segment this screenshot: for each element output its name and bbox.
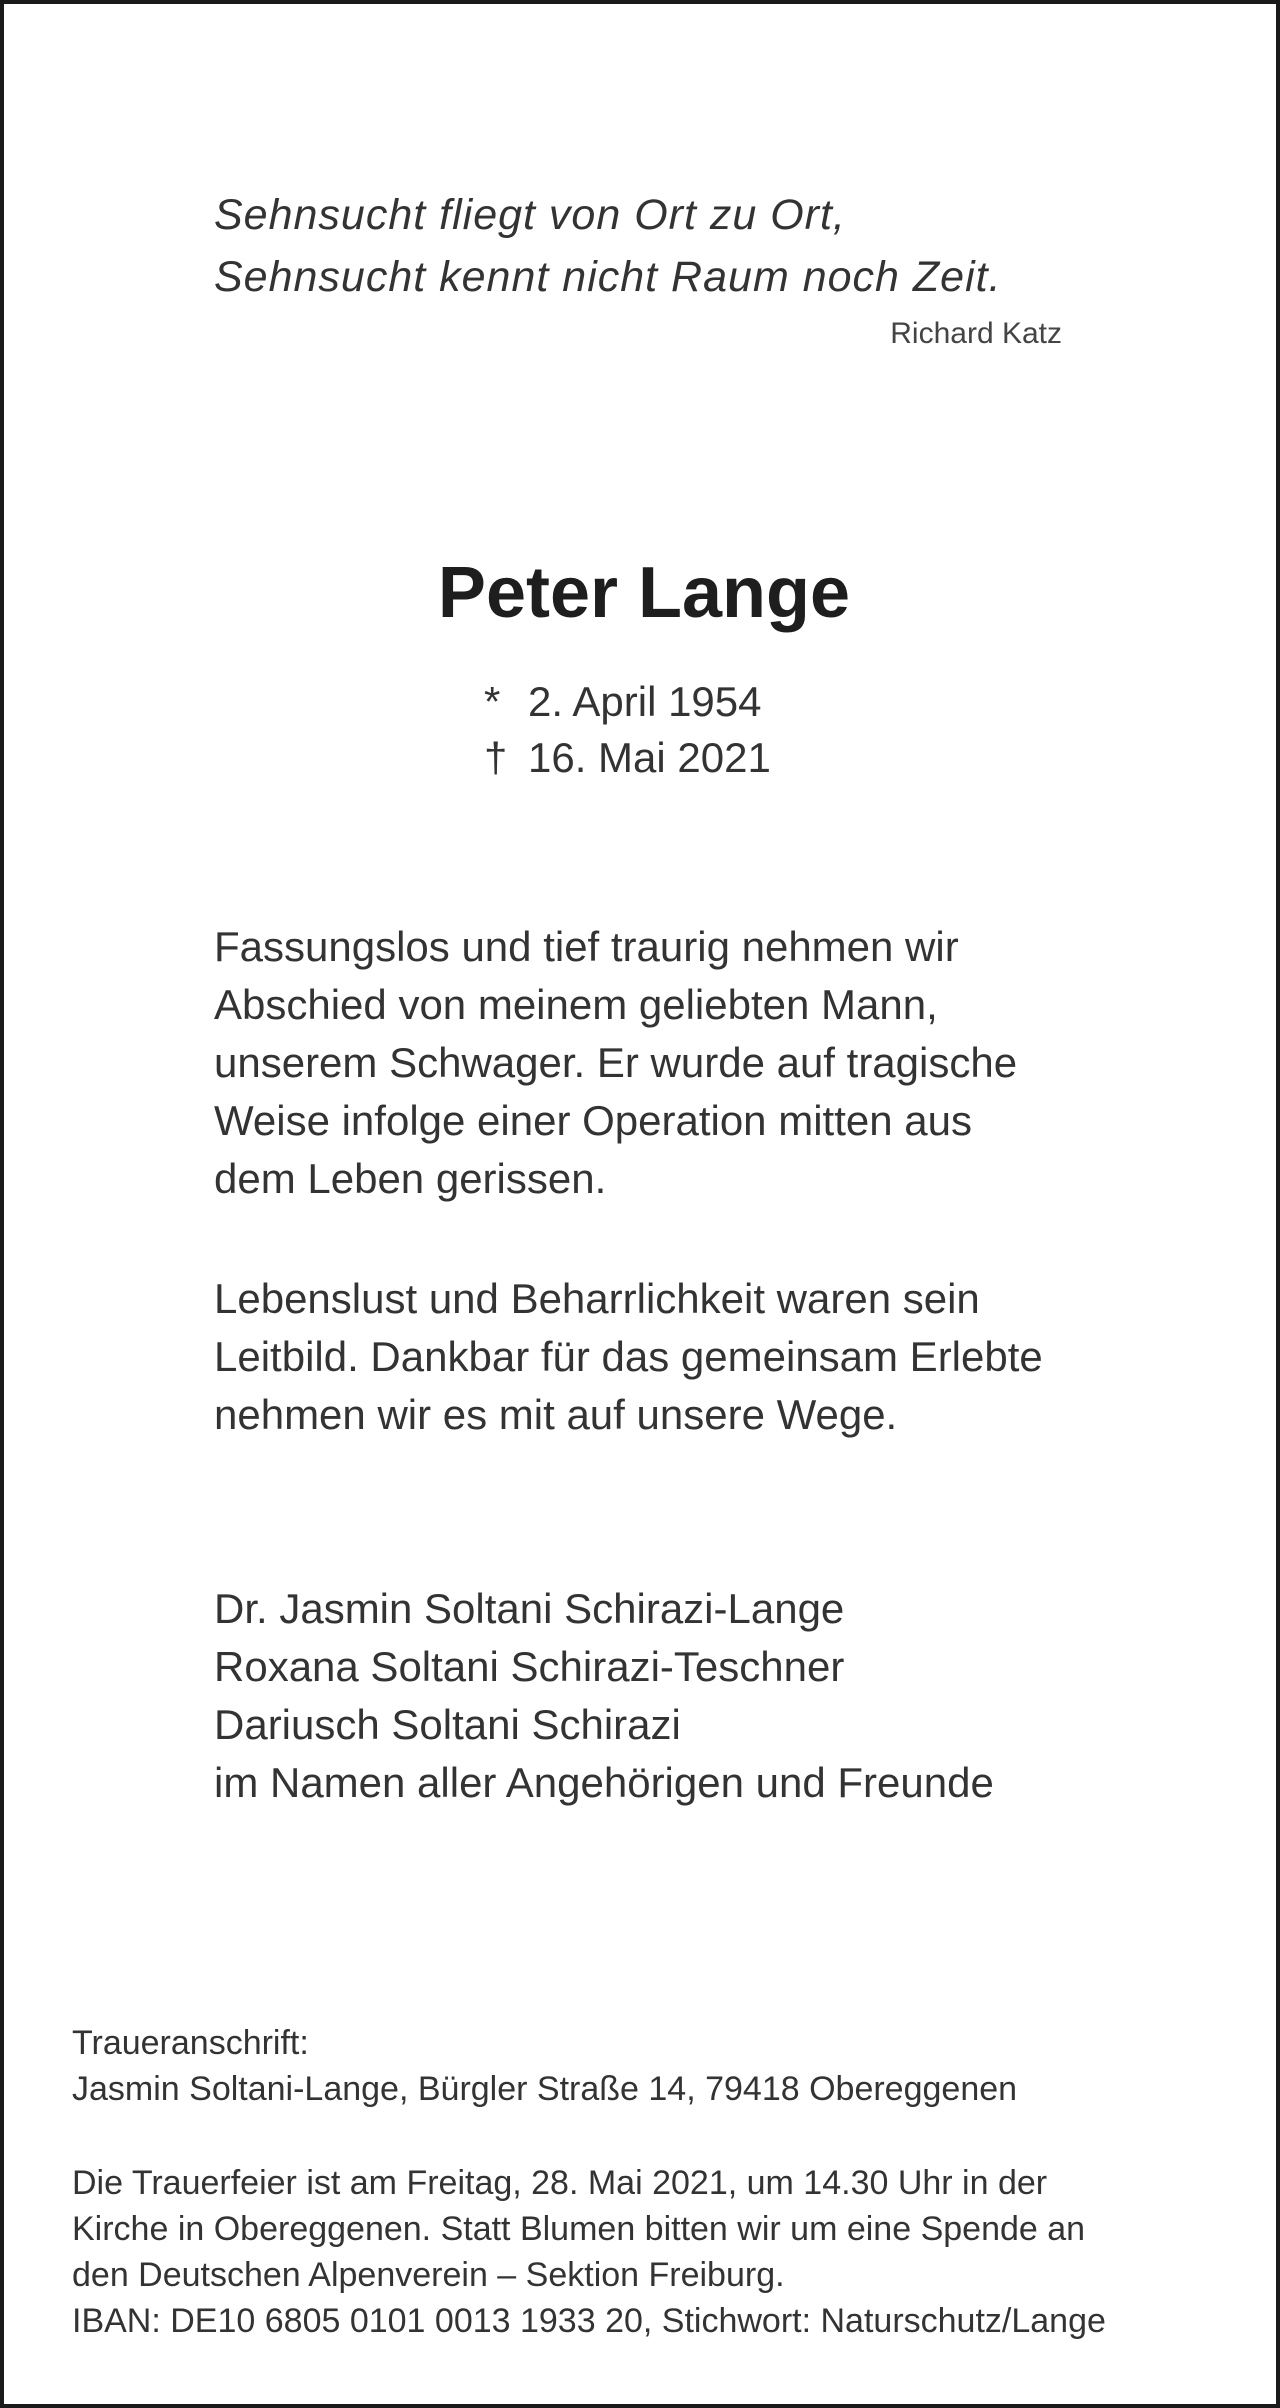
text-line: Lebenslust und Beharrlichkeit waren sein (214, 1275, 980, 1322)
quote-line: Sehnsucht kennt nicht Raum noch Zeit. (214, 253, 1002, 301)
text-line: Fassungslos und tief traurig nehmen wir (214, 923, 959, 970)
signers-list (214, 1580, 1114, 1812)
life-dates (484, 674, 884, 786)
message-paragraph-1 (214, 918, 1114, 1208)
text-line: Leitbild. Dankbar für das gemeinsam Erlebte (214, 1333, 1043, 1380)
text-line: nehmen wir es mit auf unsere Wege. (214, 1391, 898, 1438)
info-line: den Deutschen Alpenverein – Sektion Freiburg. (72, 2256, 785, 2294)
death-date-row (484, 730, 884, 786)
birth-date: 2. April 1954 (528, 678, 762, 725)
text-line: unserem Schwager. Er wurde auf tragische (214, 1039, 1018, 1086)
text-line: Abschied von meinem geliebten Mann, (214, 981, 938, 1028)
address-label: Traueranschrift: (72, 2024, 309, 2062)
text-line: dem Leben gerissen. (214, 1155, 607, 1202)
iban-line: IBAN: DE10 6805 0101 0013 1933 20, Stichwort: Naturschutz/Lange (72, 2302, 1106, 2340)
mourning-address (72, 2020, 1232, 2112)
signer-name: Dr. Jasmin Soltani Schirazi-Lange (214, 1585, 845, 1632)
address-text: Jasmin Soltani-Lange, Bürgler Straße 14, 79418 Obereggenen (72, 2070, 1018, 2108)
death-cross-icon: † (484, 734, 508, 781)
signer-name: Roxana Soltani Schirazi-Teschner (214, 1643, 845, 1690)
quote-author: Richard Katz (890, 317, 1062, 350)
epigraph-quote (214, 184, 1064, 354)
text-line: Weise infolge einer Operation mitten aus (214, 1097, 972, 1144)
signer-name: Dariusch Soltani Schirazi (214, 1701, 681, 1748)
info-line: Kirche in Obereggenen. Statt Blumen bitten wir um eine Spende an (72, 2210, 1086, 2248)
birth-date-row (484, 674, 884, 730)
deceased-name: Peter Lange (437, 553, 851, 633)
funeral-info (72, 2160, 1232, 2344)
quote-line: Sehnsucht fliegt von Ort zu Ort, (214, 191, 846, 239)
message-paragraph-2 (214, 1270, 1114, 1444)
signer-note: im Namen aller Angehörigen und Freunde (214, 1759, 994, 1806)
birth-star-icon: * (484, 678, 501, 725)
info-line: Die Trauerfeier ist am Freitag, 28. Mai 2021, um 14.30 Uhr in der (72, 2164, 1048, 2202)
death-date: 16. Mai 2021 (528, 734, 771, 781)
